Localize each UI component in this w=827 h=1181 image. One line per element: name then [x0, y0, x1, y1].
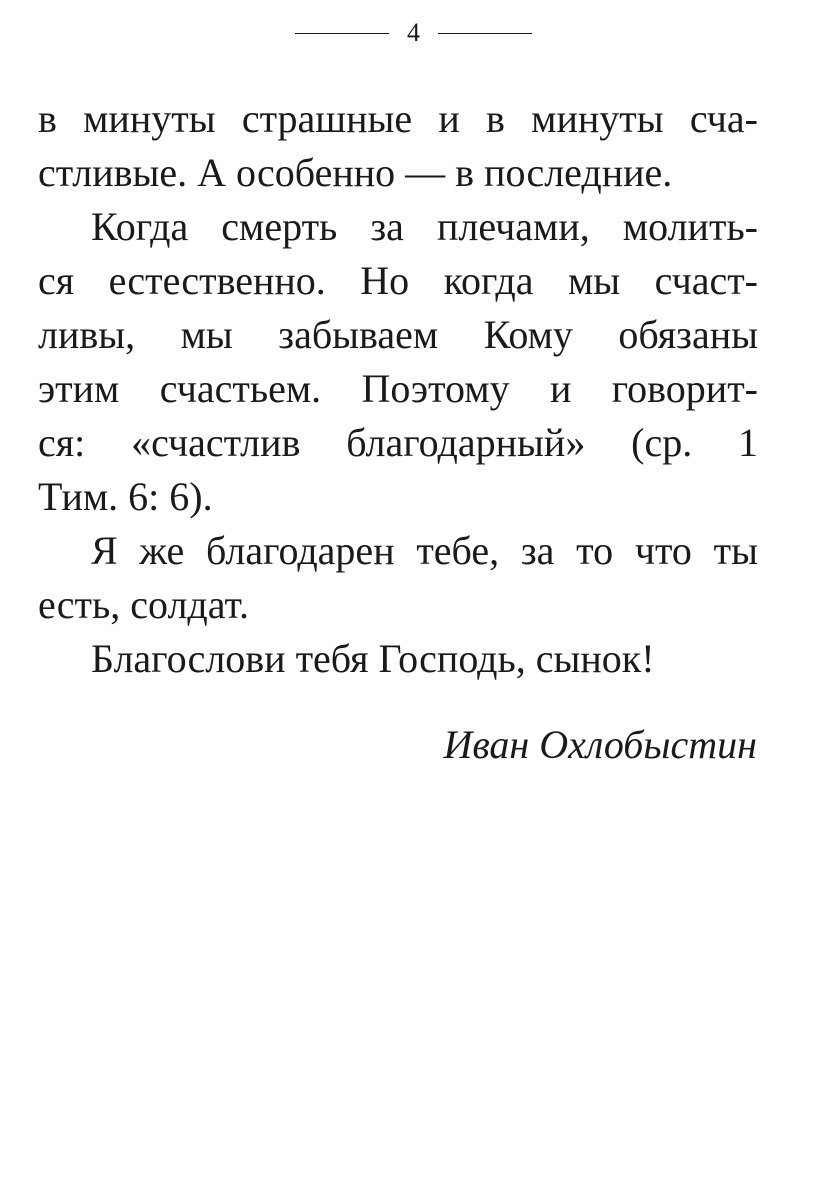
text-line: этим счастьем. Поэтому и говорит-: [38, 366, 758, 411]
text-line: Я же благодарен тебе, за то что ты: [91, 528, 758, 573]
text-line: стливые. А особенно — в последние.: [38, 150, 673, 195]
text-line: Тим. 6: 6).: [38, 474, 213, 519]
text-line: Благослови тебя Господь, сынок!: [91, 636, 655, 681]
body-text: [38, 92, 758, 686]
text-line: есть, солдат.: [38, 582, 249, 627]
text-line: Когда смерть за плечами, молить-: [91, 204, 758, 249]
header-rule-left: [295, 33, 389, 34]
text-line: ливы, мы забываем Кому обязаны: [38, 312, 758, 357]
header-rule-right: [438, 33, 532, 34]
text-line: ся естественно. Но когда мы счаст-: [38, 258, 758, 303]
text-line: в минуты страшные и в минуты сча-: [38, 96, 758, 141]
text-line: ся: «счастлив благодарный» (ср. 1: [38, 420, 758, 465]
running-header: [0, 18, 827, 48]
page-number: 4: [407, 18, 420, 47]
author-signature: Иван Охлобыстин: [443, 722, 757, 767]
